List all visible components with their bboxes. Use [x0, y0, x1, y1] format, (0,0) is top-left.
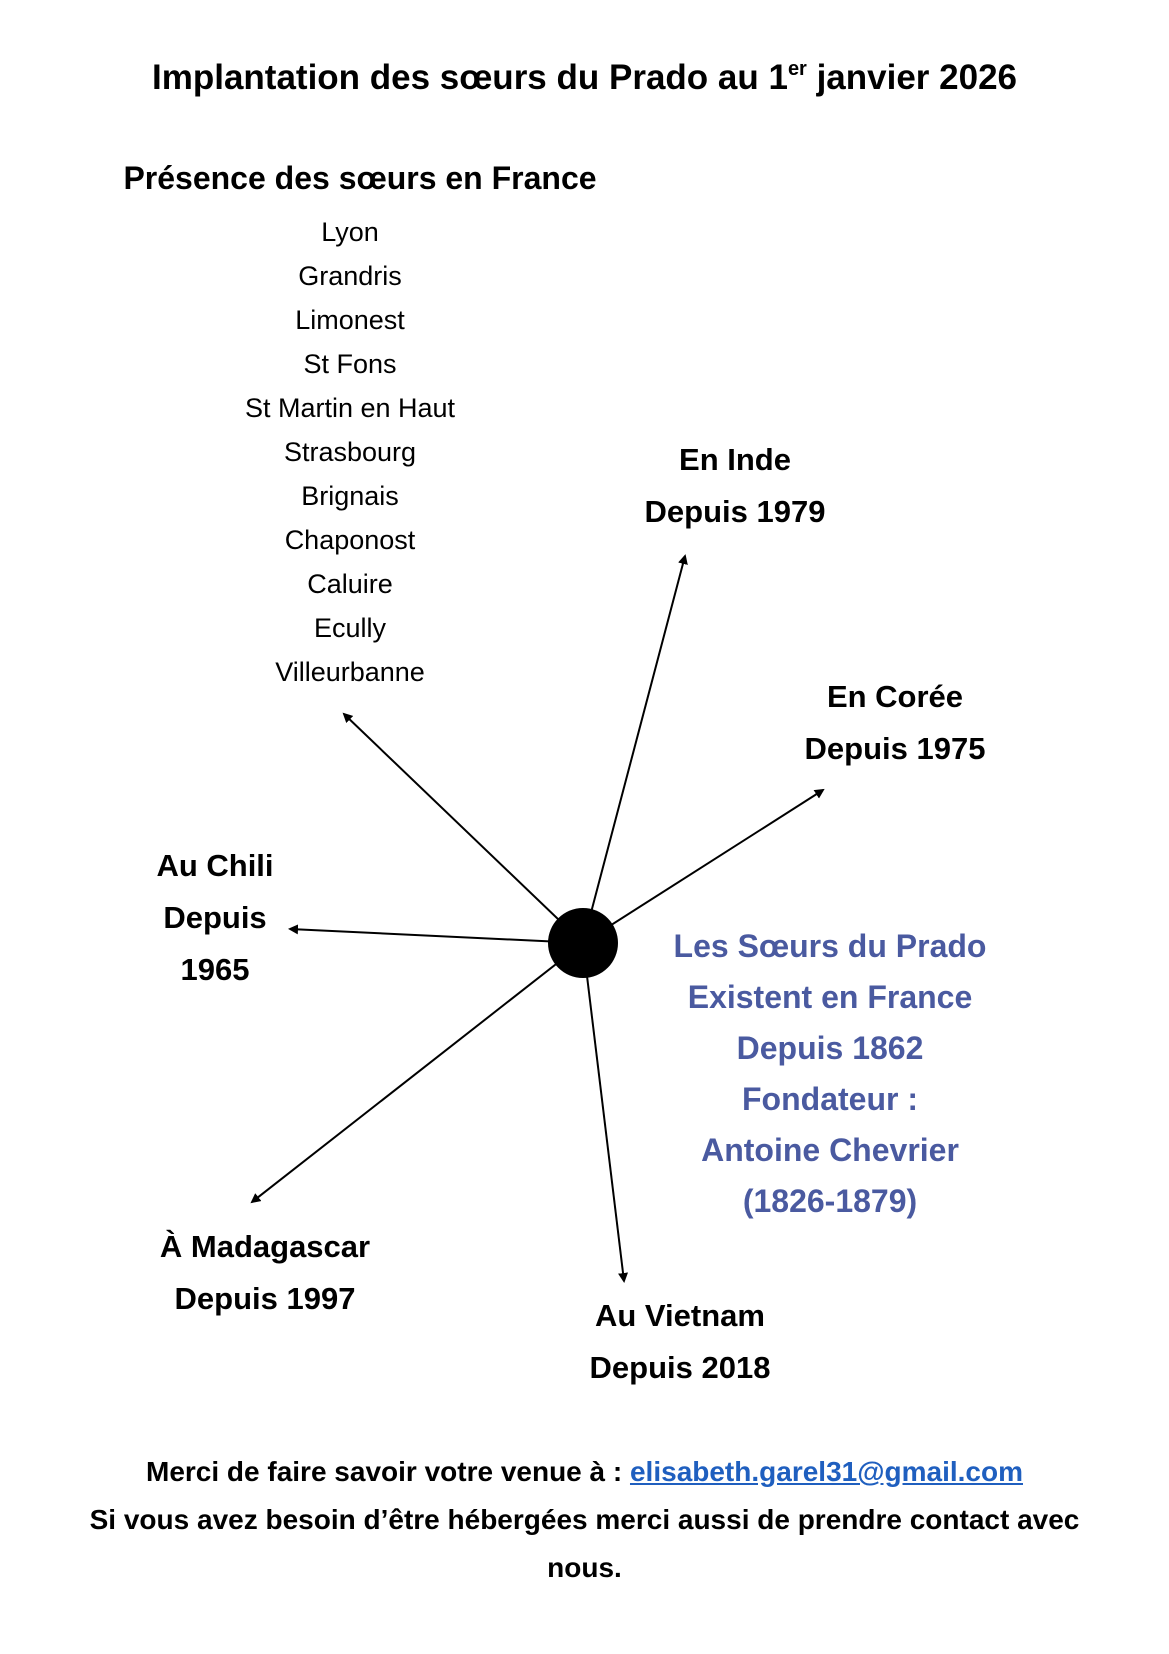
- city-item: St Fons: [303, 349, 397, 379]
- label-vietnam-line1: Au Vietnam: [595, 1298, 765, 1333]
- city-item: Strasbourg: [283, 437, 417, 467]
- city-item: Lyon: [321, 217, 379, 247]
- email-link[interactable]: elisabeth.garel31@gmail.com: [629, 1456, 1023, 1487]
- info-line: Depuis 1862: [736, 1030, 924, 1066]
- france-heading: Présence des sœurs en France: [123, 160, 597, 196]
- label-vietnam-line2: Depuis 2018: [589, 1350, 771, 1385]
- footer-line2: Si vous avez besoin d’être hébergées merci aussi de prendre contact avec: [89, 1504, 1080, 1535]
- label-coree: [770, 671, 1020, 775]
- label-chili-line2: Depuis: [163, 900, 267, 935]
- label-madagascar-line1: À Madagascar: [159, 1229, 371, 1264]
- title-superscript: er: [787, 58, 807, 80]
- title-suffix: janvier 2026: [806, 58, 1017, 97]
- arrow-chili: [290, 929, 583, 943]
- founder-info: [620, 921, 1040, 1227]
- label-chili-line3: 1965: [180, 952, 250, 987]
- label-chili-line1: Au Chili: [156, 848, 274, 883]
- city-item: Villeurbanne: [275, 657, 425, 687]
- info-line: (1826-1879): [742, 1183, 918, 1219]
- city-item: Ecully: [313, 613, 387, 643]
- city-item: Chaponost: [284, 525, 416, 555]
- footer-prompt: Merci de faire savoir votre venue à :: [146, 1456, 630, 1487]
- arrow-inde: [583, 556, 685, 943]
- city-item: Caluire: [307, 569, 393, 599]
- label-coree-line2: Depuis 1975: [804, 731, 986, 766]
- label-inde-line1: En Inde: [679, 442, 791, 477]
- city-item: St Martin en Haut: [244, 393, 456, 423]
- center-dot: [548, 908, 618, 978]
- label-coree-line1: En Corée: [826, 679, 964, 714]
- info-line: Antoine Chevrier: [701, 1132, 959, 1168]
- info-line: Fondateur :: [742, 1081, 918, 1117]
- label-inde-line2: Depuis 1979: [644, 494, 826, 529]
- arrow-vietnam: [583, 943, 624, 1281]
- arrow-france: [344, 714, 583, 943]
- title-text: Implantation des sœurs du Prado au 1: [152, 58, 788, 97]
- info-line: Les Sœurs du Prado: [673, 928, 987, 964]
- label-inde: [610, 434, 860, 538]
- label-madagascar-line2: Depuis 1997: [174, 1281, 356, 1316]
- contact-footer: [0, 1448, 1169, 1592]
- city-item: Brignais: [301, 481, 399, 511]
- info-line: Existent en France: [687, 979, 973, 1015]
- label-chili: [115, 840, 315, 996]
- label-madagascar: [130, 1221, 400, 1325]
- city-item: Limonest: [295, 305, 405, 335]
- label-vietnam: [555, 1290, 805, 1394]
- footer-line1: [0, 1448, 1169, 1496]
- footer-line3: nous.: [547, 1552, 622, 1583]
- city-item: Grandris: [298, 261, 402, 291]
